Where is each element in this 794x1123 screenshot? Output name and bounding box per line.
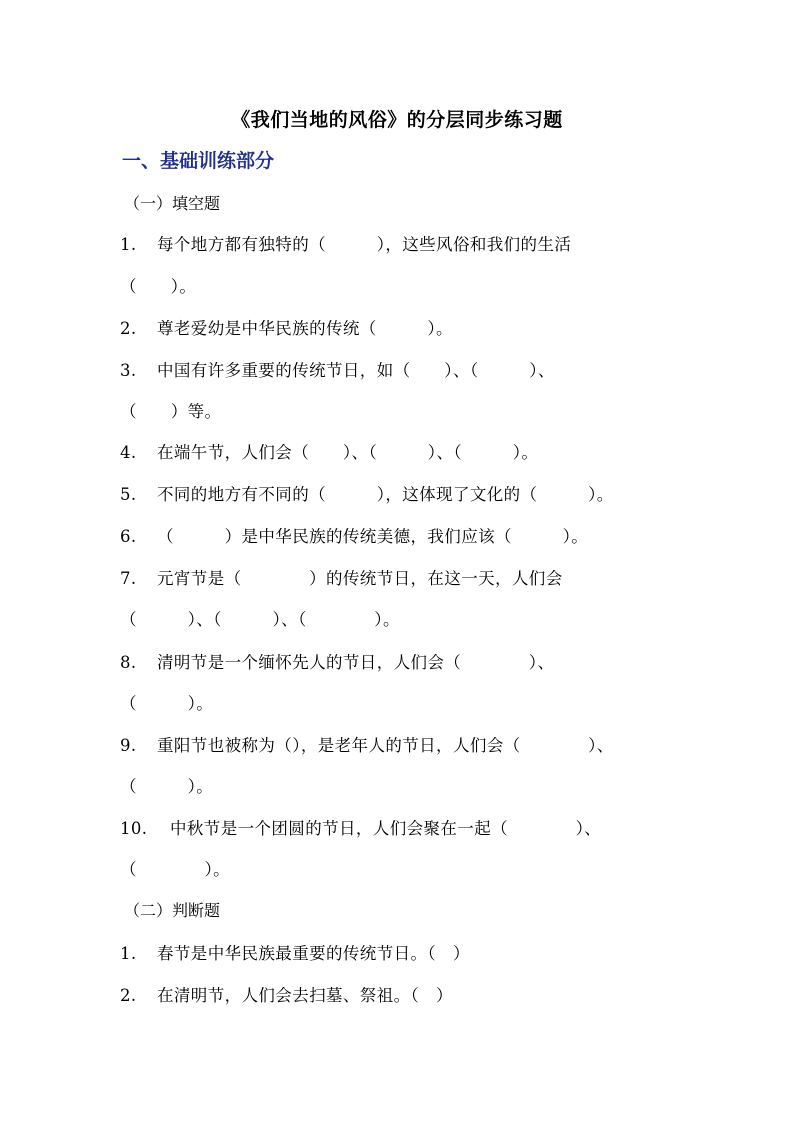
question-number: 5. [120, 485, 137, 504]
question-text: （ ）。 [120, 777, 214, 796]
question-number: 6. [120, 527, 137, 546]
question-text: （ ）。 [120, 277, 197, 296]
question-number: 10. [120, 819, 148, 838]
question-text: 重阳节也被称为（），是老年人的节日，人们会（ ）、 [157, 736, 614, 755]
question-number: 1. [120, 235, 137, 254]
question-line [120, 481, 676, 505]
question-text: 尊老爱幼是中华民族的传统（ ）。 [157, 319, 453, 338]
question-text: （ ）是中华民族的传统美德，我们应该（ ）。 [157, 527, 589, 546]
question-text: （ ）。 [120, 860, 231, 879]
section-heading-basic-training: 一、基础训练部分 [122, 150, 275, 172]
question-line-continuation [120, 856, 676, 880]
question-line-continuation [120, 606, 676, 630]
question-line [120, 523, 676, 547]
question-text: 不同的地方有不同的（ ），这体现了文化的（ ）。 [157, 485, 614, 504]
subheading-fill-blank: （一）填空题 [124, 194, 221, 213]
question-line [120, 315, 676, 339]
question-text: 每个地方都有独特的（ ），这些风俗和我们的生活 [157, 235, 572, 254]
question-number: 4. [120, 443, 137, 462]
question-text: 在端午节，人们会（ ）、（ ）、（ ）。 [157, 443, 539, 462]
question-line [120, 649, 676, 673]
question-line [120, 439, 676, 463]
question-number: 2. [120, 319, 137, 338]
question-number: 1. [120, 944, 137, 963]
question-text: 中秋节是一个团圆的节日，人们会聚在一起（ ）、 [170, 819, 602, 838]
question-text: 元宵节是（ ）的传统节日，在这一天，人们会 [157, 569, 563, 588]
question-line [120, 357, 676, 381]
question-text: 清明节是一个缅怀先人的节日，人们会（ ）、 [157, 653, 555, 672]
question-text: （ ）、（ ）、（ ）。 [120, 610, 400, 629]
question-number: 7. [120, 569, 137, 588]
question-number: 3. [120, 361, 137, 380]
question-line [120, 732, 676, 756]
question-line [120, 815, 676, 839]
question-line-continuation [120, 273, 676, 297]
question-line-continuation [120, 398, 676, 422]
question-text: （ ）。 [120, 694, 214, 713]
question-line [120, 231, 676, 255]
subheading-true-false: （二）判断题 [124, 901, 221, 920]
question-text: （ ）等。 [120, 402, 222, 421]
question-text: 春节是中华民族最重要的传统节日。（ ） [157, 944, 470, 963]
question-line [120, 565, 676, 589]
question-text: 中国有许多重要的传统节日，如（ ）、（ ）、 [157, 361, 555, 380]
question-line-continuation [120, 690, 676, 714]
question-number: 9. [120, 736, 137, 755]
question-number: 8. [120, 653, 137, 672]
question-text: 在清明节，人们会去扫墓、祭祖。（ ） [157, 986, 453, 1005]
question-line [120, 982, 676, 1006]
question-line [120, 940, 676, 964]
question-line-continuation [120, 773, 676, 797]
question-number: 2. [120, 986, 137, 1005]
document-title: 《我们当地的风俗》的分层同步练习题 [231, 109, 563, 131]
